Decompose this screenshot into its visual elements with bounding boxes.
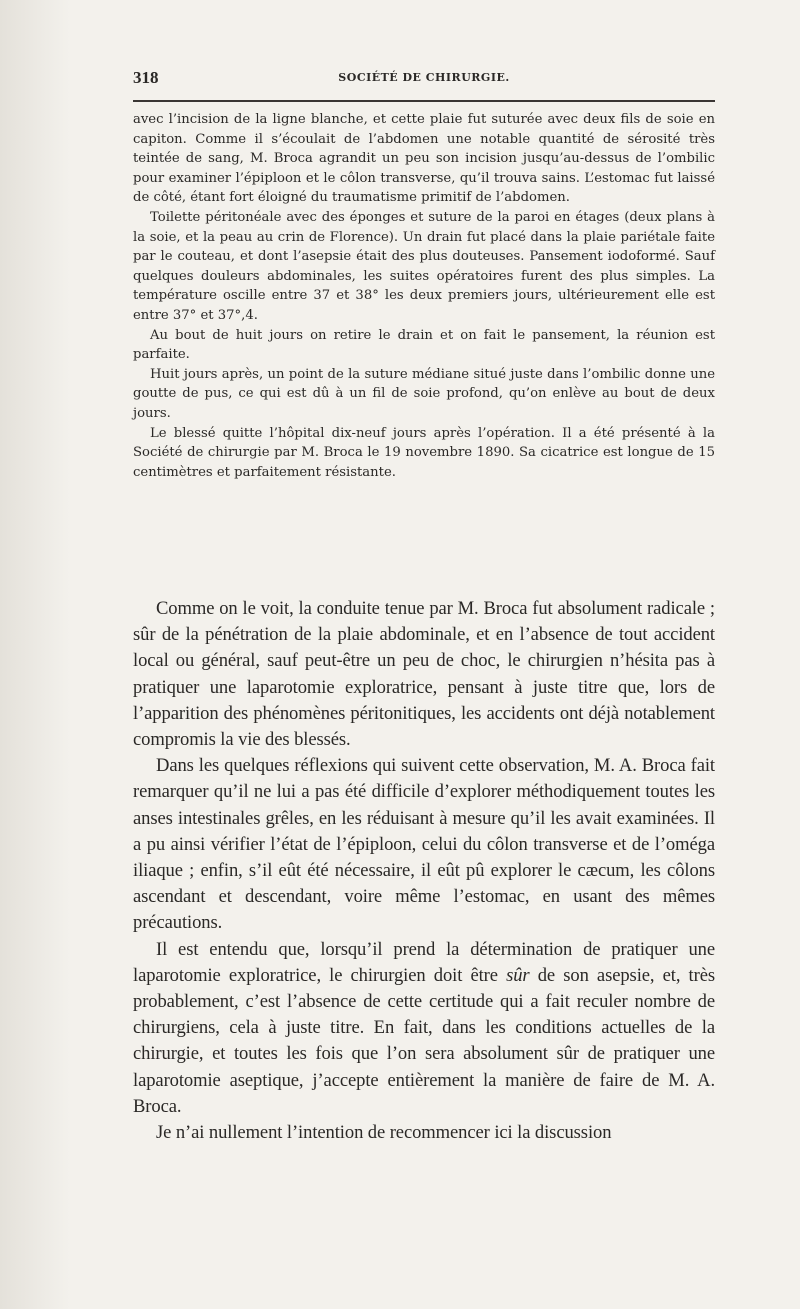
header-rule — [133, 100, 715, 102]
paragraph: Au bout de huit jours on retire le drain et on fait le pansement, la réunion est parfaite. — [133, 327, 715, 363]
paragraph: Toilette péritonéale avec des éponges et suture de la paroi en étages (deux plans à la soie, et la peau au crin de Florence). Un drain fut placé dans la plaie pariétale faite par le couteau, et dont l’asepsie était des plus douteuses. Pansement iodoformé. Sauf quelques douleurs abdominales, les suites opératoires furent des plus simples. La température oscille entre 37 et 38° les deux premiers jours, ultérieurement elle est entre 37° et 37°,4. — [133, 209, 715, 323]
commentary-block — [133, 596, 715, 1146]
text-run: Il est entendu que, lorsqu’il prend la détermination de pratiquer une laparotomie exploratrice, le chirurgien doit être — [133, 938, 715, 986]
page-header — [133, 62, 715, 86]
paragraph: Dans les quelques réflexions qui suivent cette observation, M. A. Broca fait remarquer qu’il ne lui a pas été difficile d’explorer méthodiquement toutes les anses intestinales grêles, en les réduisant à mesure qu’il les avait examinées. Il a pu ainsi vérifier l’état de l’épiploon, celui du côlon transverse et de l’oméga iliaque ; enfin, s’il eût été nécessaire, il eût pû explorer le cæcum, les côlons ascendant et descendant, voire même l’estomac, en usant des mêmes précautions. — [133, 755, 715, 934]
paragraph: Le blessé quitte l’hôpital dix-neuf jours après l’opération. Il a été présenté à la Société de chirurgie par M. Broca le 19 novembre 1890. Sa cicatrice est longue de 15 centimètres et parfaitement résistante. — [133, 425, 715, 480]
running-head: SOCIÉTÉ DE CHIRURGIE. — [338, 71, 510, 84]
paragraph: Comme on le voit, la conduite tenue par M. Broca fut absolument radicale ; sûr de la pénétration de la plaie abdominale, et en l’absence de tout accident local ou général, sauf peut-être un peu de choc, le chirurgien n’hésita pas à pratiquer une laparotomie exploratrice, pensant à juste titre que, lors de l’apparition des phénomènes péritonitiques, les accidents ont déjà notablement compromis la vie des blessés. — [133, 598, 715, 751]
page-number: 318 — [133, 68, 159, 87]
paragraph: Huit jours après, un point de la suture médiane situé juste dans l’ombilic donne une goutte de pus, ce qui est dû à un fil de soie profond, qu’on enlève au bout de deux jours. — [133, 366, 715, 421]
paragraph: Je n’ai nullement l’intention de recommencer ici la discussion — [156, 1122, 612, 1144]
case-report-block — [133, 110, 715, 482]
text-run: de son asepsie, et, très probablement, c’est l’absence de cette certitude qui a fait reculer nombre de chirurgiens, cela à juste titre. En fait, dans les conditions actuelles de la chirurgie, et toutes les fois que l’on sera absolument sûr de pratiquer une laparotomie aseptique, j’accepte entièrement la manière de faire de M. A. Broca. — [133, 964, 715, 1117]
emphasis: sûr — [506, 964, 530, 986]
paragraph: avec l’incision de la ligne blanche, et cette plaie fut suturée avec deux fils de soie en capiton. Comme il s’écoulait de l’abdomen une notable quantité de sérosité très teintée de sang, M. Broca agrandit un peu son incision jusqu’au-dessus de l’ombilic pour examiner l’épiploon et le côlon transverse, qu’il trouva sains. L’estomac fut laissé de côté, étant fort éloigné du traumatisme primitif de l’abdomen. — [133, 112, 715, 206]
page-edge-shadow — [0, 0, 70, 1309]
paragraph-with-emphasis — [133, 937, 715, 1120]
